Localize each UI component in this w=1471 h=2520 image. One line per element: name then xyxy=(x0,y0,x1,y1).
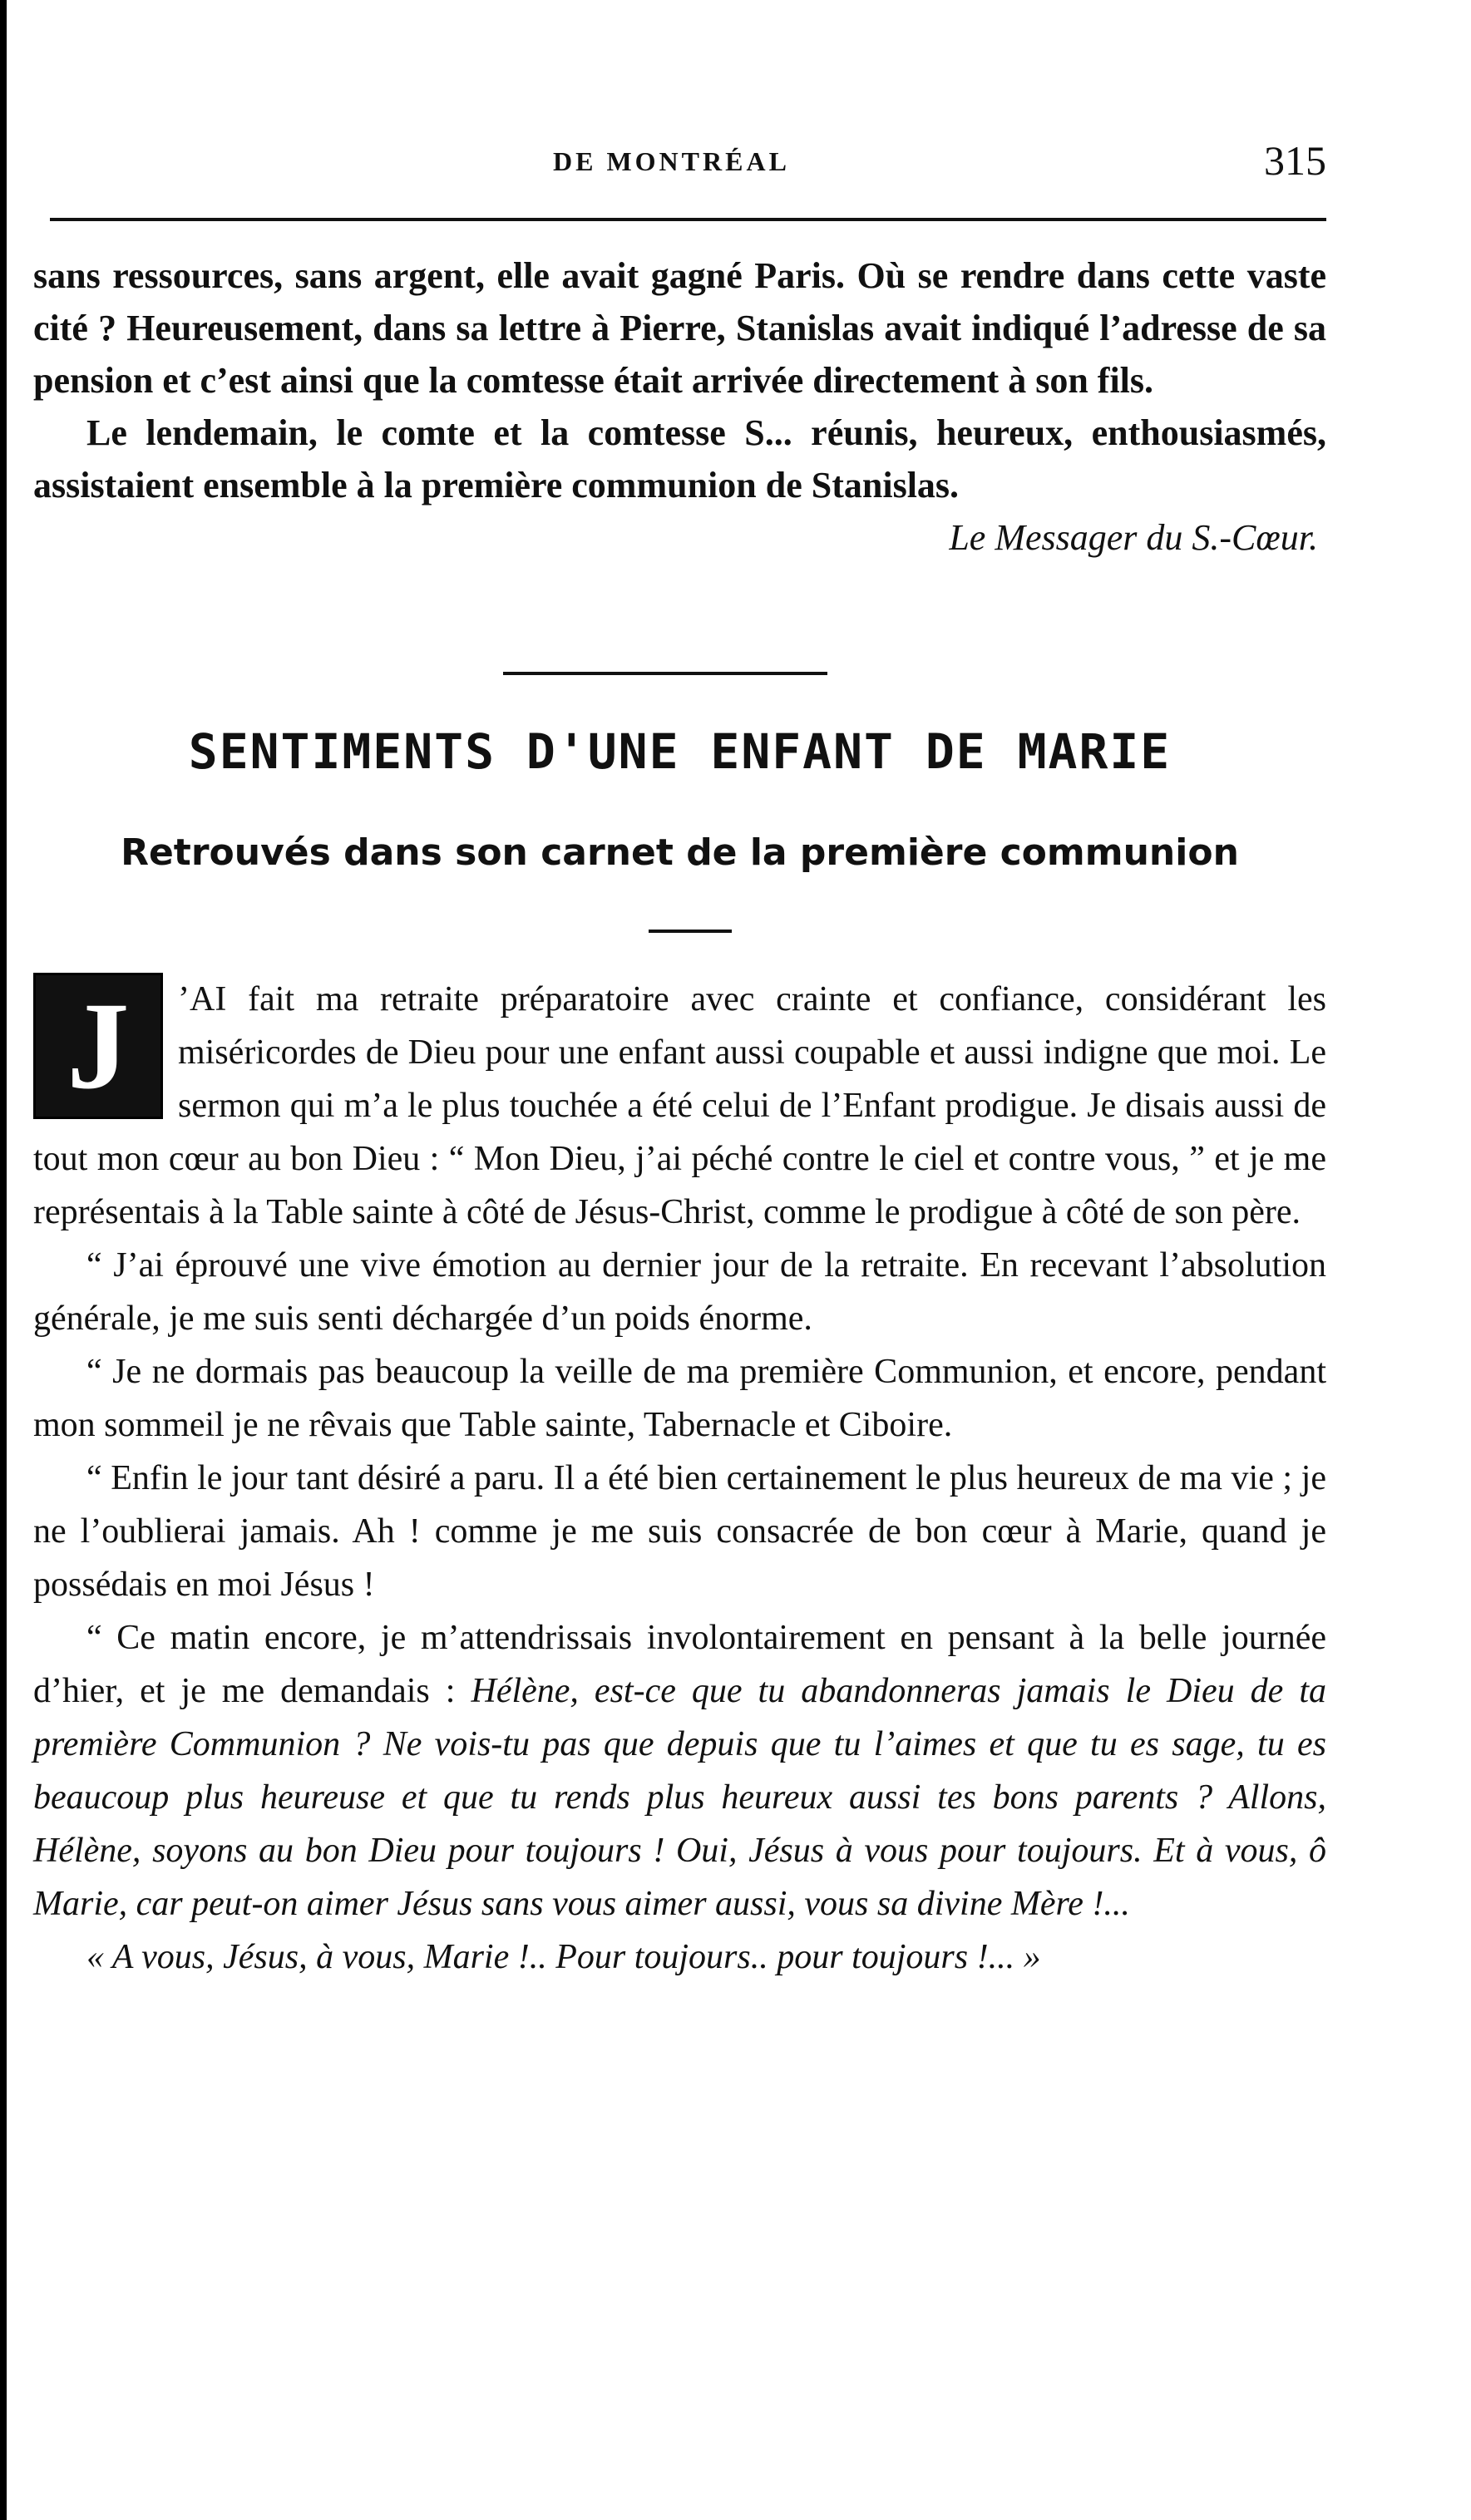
title-divider xyxy=(649,930,732,933)
header-rule xyxy=(50,218,1326,221)
ornamental-dropcap: J xyxy=(33,973,163,1119)
page-edge-shadow xyxy=(0,0,7,2520)
paragraph: “ J’ai éprouvé une vive émotion au dernier jour de la retraite. En recevant l’absolution générale, je me suis senti déchargée d’un poids énorme. xyxy=(33,1246,1326,1338)
article-subtitle: Retrouvés dans son carnet de la première communion xyxy=(121,831,1239,874)
previous-article-end xyxy=(33,249,1326,564)
paragraph-italic-text: Hélène, est-ce que tu abandonneras jamais le Dieu de ta première Communion ? Ne vois-tu pas que depuis que tu l’aimes et que tu es sage, tu es beaucoup plus heureuse et que tu rends plus heureux aussi tes bons parents ? Allons, Hélène, soyons au bon Dieu pour toujours ! Oui, Jésus à vous pour toujours. Et à vous, ô Marie, car peut-on aimer Jésus sans vous aimer aussi, vous sa divine Mère !... xyxy=(33,1672,1326,1923)
paragraph: “ Je ne dormais pas beaucoup la veille de ma première Communion, et encore, pendant mon sommeil je ne rêvais que Table sainte, Tabernacle et Ciboire. xyxy=(33,1353,1326,1444)
running-head: DE MONTRÉAL xyxy=(553,146,790,176)
paragraph: sans ressources, sans argent, elle avait gagné Paris. Où se rendre dans cette vaste cité ? Heureusement, dans sa lettre à Pierre, Stanislas avait indiqué l’adresse de sa pension et c’est ainsi que la comtesse était arrivée directement à son fils. xyxy=(33,255,1326,401)
section-divider xyxy=(503,672,827,675)
source-line xyxy=(33,511,1326,564)
paragraph-text: “ Ce matin encore, je m’attendrissais involontairement en pensant à la belle journée d’hier, et je me demandais : xyxy=(33,1619,1326,1710)
paragraph-text: ’AI fait ma retraite préparatoire avec crainte et confiance, considérant les miséricordes de Dieu pour une enfant aussi coupable et aussi indigne que moi. Le sermon qui m’a le plus touchée a été celui de l’Enfant prodigue. Je disais aussi de tout mon cœur au bon Dieu : “ Mon Dieu, j’ai péché contre le ciel et contre vous, ” et je me représentais à la Table sainte à côté de Jésus-Christ, comme le prodigue à côté de son père. xyxy=(33,980,1326,1231)
page-number: 315 xyxy=(1264,137,1326,184)
paragraph: “ Enfin le jour tant désiré a paru. Il a été bien certainement le plus heureux de ma vie ; je ne l’oublierai jamais. Ah ! comme je me suis consacrée de bon cœur à Marie, quand je possédais en moi Jésus ! xyxy=(33,1459,1326,1604)
paragraph xyxy=(33,973,1326,1239)
source-attribution: Le Messager du S.-Cœur. xyxy=(949,517,1318,558)
paragraph xyxy=(33,1611,1326,1931)
paragraph: Le lendemain, le comte et la comtesse S... réunis, heureux, enthousiasmés, assistaient ensemble à la première communion de Stanislas. xyxy=(33,412,1326,505)
article-title: SENTIMENTS D'UNE ENFANT DE MARIE xyxy=(188,723,1172,780)
page-header xyxy=(33,137,1326,191)
closing-line: « A vous, Jésus, à vous, Marie !.. Pour toujours.. pour toujours !... » xyxy=(86,1938,1041,1976)
article-body xyxy=(33,973,1326,1984)
